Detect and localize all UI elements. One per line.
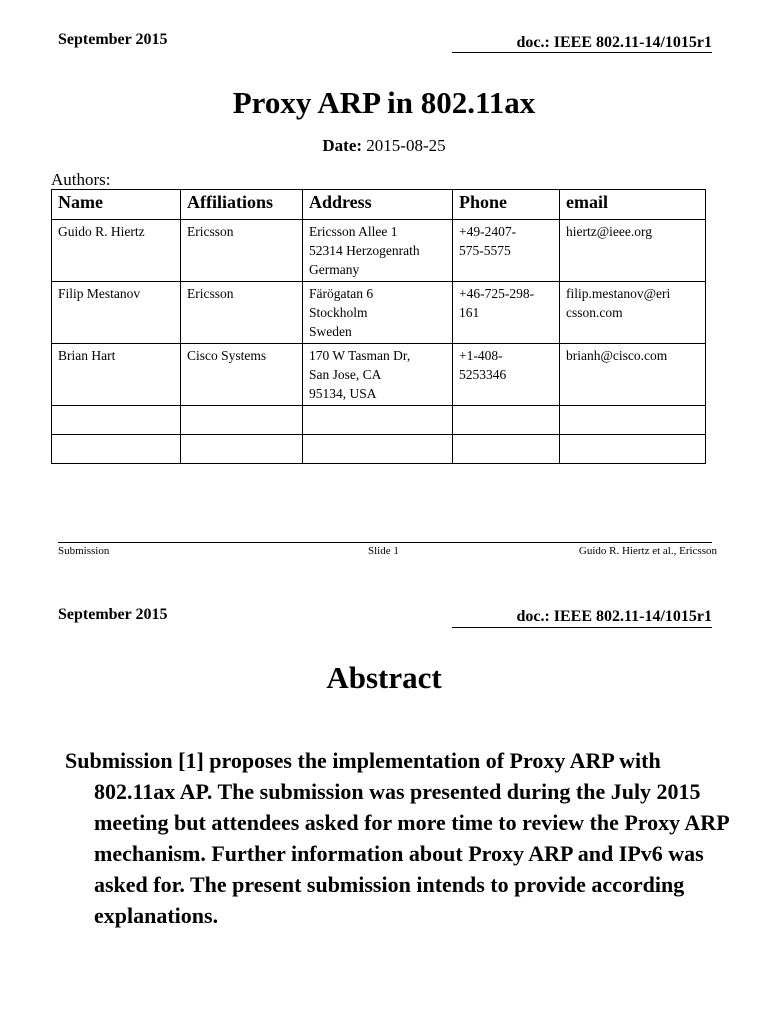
- author-affiliation: Ericsson: [181, 220, 303, 282]
- author-phone: +49-2407- 575-5575: [453, 220, 560, 282]
- slide2-header-rule: [452, 627, 712, 628]
- table-row-empty: [52, 435, 706, 464]
- table-row: [52, 220, 706, 282]
- column-header-affiliations: Affiliations: [181, 190, 303, 220]
- authors-table: [51, 189, 706, 464]
- slide1-footer-left: Submission: [58, 545, 110, 557]
- author-phone: +46-725-298- 161: [453, 282, 560, 344]
- table-row: [52, 282, 706, 344]
- author-name: Brian Hart: [52, 344, 181, 406]
- author-name: Guido R. Hiertz: [52, 220, 181, 282]
- author-email: hiertz@ieee.org: [560, 220, 706, 282]
- slide1-header-rule: [452, 52, 712, 53]
- table-row: [52, 344, 706, 406]
- column-header-address: Address: [303, 190, 453, 220]
- date-label: Date:: [322, 136, 363, 155]
- author-address: 170 W Tasman Dr, San Jose, CA 95134, USA: [303, 344, 453, 406]
- date-value: 2015-08-25: [366, 136, 446, 155]
- table-header-row: [52, 190, 706, 220]
- column-header-phone: Phone: [453, 190, 560, 220]
- slide1-header-date: September 2015: [58, 31, 168, 48]
- author-email: filip.mestanov@eri csson.com: [560, 282, 706, 344]
- column-header-email: email: [560, 190, 706, 220]
- slide2-header-doc: doc.: IEEE 802.11-14/1015r1: [516, 608, 712, 625]
- slide1-header-doc: doc.: IEEE 802.11-14/1015r1: [516, 34, 712, 51]
- author-phone: +1-408- 5253346: [453, 344, 560, 406]
- authors-label: Authors:: [51, 170, 111, 189]
- slide1-footer-right: Guido R. Hiertz et al., Ericsson: [578, 545, 717, 557]
- author-name: Filip Mestanov: [52, 282, 181, 344]
- author-email: brianh@cisco.com: [560, 344, 706, 406]
- slide1-footer-rule: [58, 542, 712, 543]
- slide1-date-line: [0, 136, 768, 156]
- slide1-footer-center: Slide 1: [368, 545, 399, 557]
- author-affiliation: Ericsson: [181, 282, 303, 344]
- slide1-title: Proxy ARP in 802.11ax: [232, 85, 536, 120]
- abstract-body: Submission [1] proposes the implementation of Proxy ARP with 802.11ax AP. The submission was presented during the July 2015 meeting but attendees asked for more time to review the Proxy ARP mechanism. Further information about Proxy ARP and IPv6 was asked for. The present submission intends to provide according explanations.: [65, 748, 729, 928]
- author-address: Färögatan 6 Stockholm Sweden: [303, 282, 453, 344]
- table-row-empty: [52, 406, 706, 435]
- column-header-name: Name: [52, 190, 181, 220]
- author-address: Ericsson Allee 1 52314 Herzogenrath Germany: [303, 220, 453, 282]
- abstract-title: Abstract: [326, 660, 442, 695]
- author-affiliation: Cisco Systems: [181, 344, 303, 406]
- slide2-header-date: September 2015: [58, 606, 168, 623]
